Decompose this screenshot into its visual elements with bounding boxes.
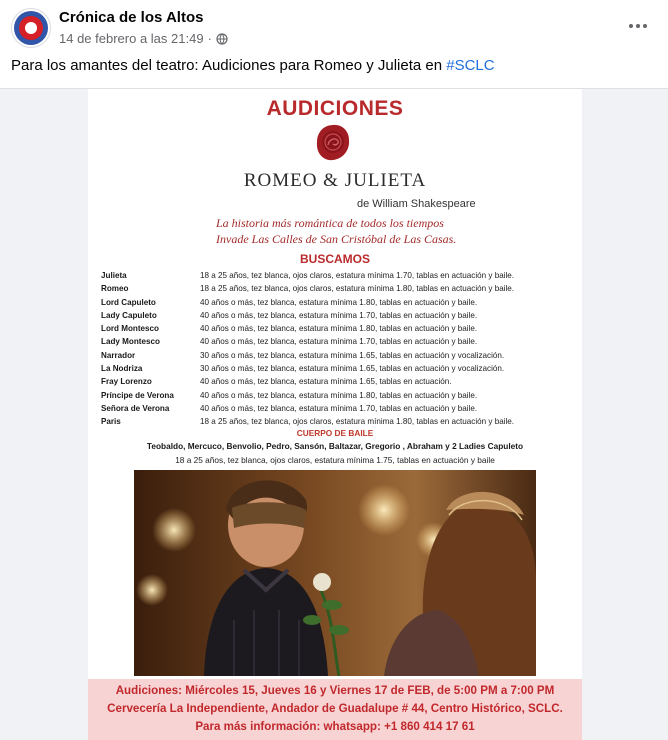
role-row: [101, 335, 576, 348]
role-name: Paris: [101, 417, 121, 427]
role-row: [101, 269, 576, 282]
role-row: [101, 402, 576, 415]
role-name: Lord Capuleto: [101, 297, 156, 307]
play-title: ROMEO & JULIETA: [243, 170, 427, 191]
role-name: Romeo: [101, 284, 129, 294]
audition-dates: Audiciones: Miércoles 15, Jueves 16 y Viernes 17 de FEB, de 5:00 PM a 7:00 PM: [115, 684, 555, 697]
page-name-link[interactable]: Crónica de los Altos: [59, 9, 204, 26]
role-desc: 40 años o más, tez blanca, estatura mínima 1.80, tablas en actuación y baile.: [200, 390, 478, 400]
contact-info: Para más información: whatsapp: +1 860 414 17 61: [195, 720, 475, 733]
tagline-line-1: La historia más romántica de todos los tiempos: [216, 216, 444, 230]
role-row: [101, 415, 576, 428]
role-name: Príncipe de Verona: [101, 390, 174, 400]
globe-icon[interactable]: [216, 33, 228, 45]
role-row: [101, 282, 576, 295]
role-desc: 40 años o más, tez blanca, estatura mínima 1.80, tablas en actuación y baile.: [200, 324, 478, 334]
role-desc: 30 años o más, tez blanca, estatura mínima 1.65, tablas en actuación y vocalización.: [200, 364, 505, 374]
role-desc: 18 a 25 años, tez blanca, ojos claros, estatura mínima 1.70, tablas en actuación y baile.: [200, 271, 515, 280]
role-desc: 40 años o más, tez blanca, estatura mínima 1.70, tablas en actuación y baile.: [200, 310, 478, 320]
page-avatar[interactable]: [11, 8, 51, 48]
role-name: Lady Capuleto: [101, 310, 157, 320]
meta-separator: ·: [207, 31, 212, 46]
audition-venue: Cervecería La Independiente, Andador de Guadalupe # 44, Centro Histórico, SCLC.: [107, 702, 563, 715]
tagline-line-2: Invade Las Calles de San Cristóbal de Las Casas.: [216, 232, 457, 246]
play-author: de William Shakespeare: [357, 198, 476, 210]
avatar-logo-ring: [14, 11, 48, 45]
role-row: [101, 322, 576, 335]
role-desc: 18 a 25 años, tez blanca, ojos claros, estatura mínima 1.80, tablas en actuación y baile.: [200, 284, 515, 294]
more-dot: [629, 24, 633, 28]
post-photo-area[interactable]: [0, 88, 668, 740]
hashtag-link[interactable]: #SCLC: [446, 57, 495, 74]
role-row: [101, 349, 576, 362]
role-name: Lord Montesco: [101, 324, 160, 334]
role-name: Lady Montesco: [101, 337, 160, 347]
role-desc: 40 años o más, tez blanca, estatura mínima 1.70, tablas en actuación y baile.: [200, 337, 478, 347]
avatar-logo-inner: [19, 16, 43, 40]
role-desc: 40 años o más, tez blanca, estatura mínima 1.65, tablas en actuación.: [200, 377, 452, 387]
ensemble-roles: Teobaldo, Mercuco, Benvolio, Pedro, Sansón, Baltazar, Gregorio , Abraham y 2 Ladies Capuleto: [146, 441, 524, 451]
more-dot: [643, 24, 647, 28]
role-desc: 18 a 25 años, tez blanca, ojos claros, estatura mínima 1.80, tablas en actuación y baile.: [200, 417, 515, 427]
role-name: La Nodriza: [101, 364, 143, 374]
role-row: [101, 362, 576, 375]
poster-tagline: [216, 215, 476, 247]
ensemble-requirements: 18 a 25 años, tez blanca, ojos claros, estatura mínima 1.75, tablas en actuación y baile: [175, 455, 495, 465]
more-dot: [636, 24, 640, 28]
cuerpo-de-baile-heading: CUERPO DE BAILE: [296, 428, 374, 438]
role-name: Narrador: [101, 350, 136, 360]
role-row: [101, 375, 576, 388]
role-desc: 40 años o más, tez blanca, estatura mínima 1.80, tablas en actuación y baile.: [200, 297, 478, 307]
role-name: Julieta: [101, 271, 127, 280]
more-options-icon[interactable]: [624, 12, 652, 40]
post-caption: [11, 57, 495, 74]
role-name: Fray Lorenzo: [101, 377, 152, 387]
romeo-juliet-photo: [134, 470, 536, 676]
buscamos-heading: BUSCAMOS: [299, 252, 370, 266]
wax-seal-icon: [314, 123, 352, 163]
roles-list: [101, 269, 576, 429]
role-desc: 40 años o más, tez blanca, estatura mínima 1.70, tablas en actuación y baile.: [200, 403, 478, 413]
poster-title: AUDICIONES: [266, 97, 404, 120]
role-row: [101, 389, 576, 402]
role-name: Señora de Verona: [101, 403, 170, 413]
caption-text: Para los amantes del teatro: Audiciones para Romeo y Julieta en: [11, 57, 447, 74]
audition-details-band: [88, 679, 582, 740]
role-row: [101, 309, 576, 322]
post-meta: [59, 31, 228, 46]
role-desc: 30 años o más, tez blanca, estatura mínima 1.65, tablas en actuación y vocalización.: [200, 350, 505, 360]
role-row: [101, 296, 576, 309]
post-timestamp[interactable]: 14 de febrero a las 21:49: [59, 31, 204, 46]
audition-poster[interactable]: [88, 89, 582, 740]
avatar-logo-dot: [25, 22, 37, 34]
